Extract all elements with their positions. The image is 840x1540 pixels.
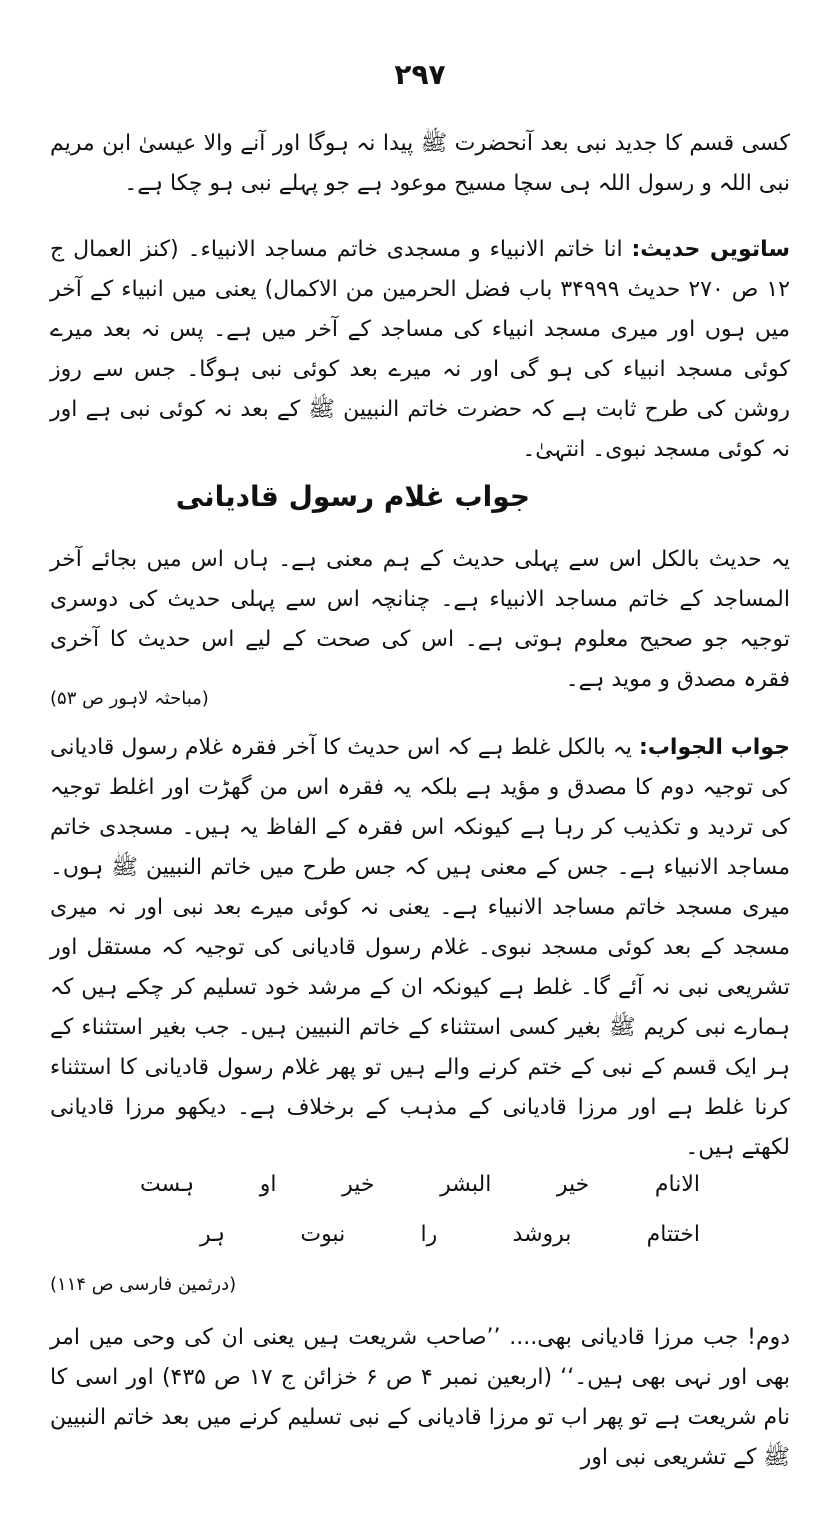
page-number: ۲۹۷ (394, 58, 446, 91)
hadith-paragraph (50, 230, 790, 470)
poem-word: را (420, 1222, 438, 1247)
reply-paragraph (50, 728, 790, 1168)
poem-word: الانام (654, 1172, 700, 1197)
poem-word: او (259, 1172, 277, 1197)
answer-paragraph: یہ حدیث بالکل اس سے پہلی حدیث کے ہم معنی ہے۔ ہاں اس میں بجائے آخر المساجد کے خاتم مساجد الانبیاء ہے۔ چنانچہ اس سے پہلی حدیث کی دوسری توجیہ جو صحیح معلوم ہوتی ہے۔ اس کی صحت کے لیے اس حدیث کا آخری فقرہ مصدق و موید ہے۔ (50, 547, 790, 692)
poem-word: بروشد (512, 1222, 572, 1247)
poem-word: ہست (140, 1172, 195, 1197)
hadith-heading: ساتویں حدیث: (631, 237, 791, 262)
second-paragraph: دوم! جب مرزا قادیانی بھی.... ’’صاحب شریعت ہیں یعنی ان کی وحی میں امر بھی اور نہی بھی ہیں۔‘‘ (اربعین نمبر ۴ ص ۶ خزائن ج ۱۷ ص ۴۳۵) اور اسی کا نام شریعت ہے تو پھر اب تو مرزا قادیانی کے نبی تسلیم کرنے میں بعد خاتم النبیین ﷺ کے تشریعی نبی اور (50, 1325, 790, 1470)
reply-text: یہ بالکل غلط ہے کہ اس حدیث کا آخر فقرہ غلام رسول قادیانی کی توجیہ دوم کا مصدق و مؤید ہے بلکہ یہ فقرہ اس من گھڑت اور اغلط توجیہ کی تردید و تکذیب کر رہا ہے کیونکہ اس فقرہ کے الفاظ یہ ہیں۔ مسجدی خاتم مساجد الانبیاء ہے۔ جس کے معنی ہیں کہ جس طرح میں خاتم النبیین ﷺ ہوں۔ میری مسجد خاتم مساجد الانبیاء ہے۔ یعنی نہ کوئی میرے بعد نبی اور نہ میری مسجد کے بعد کوئی مسجد نبوی۔ غلام رسول قادیانی کی توجیہ کہ مستقل اور تشریعی نبی نہ آئے گا۔ غلط ہے کیونکہ ان کے مرشد خود تسلیم کر چکے ہیں کہ ہمارے نبی کریم ﷺ بغیر کسی استثناء کے خاتم النبیین ہیں۔ جب بغیر استثناء کے ہر ایک قسم کے نبی کے ختم کرنے والے ہیں تو پھر غلام رسول قادیانی کا استثناء کرنا غلط ہے اور مرزا قادیانی کے مذہب کے برخلاف ہے۔ دیکھو مرزا قادیانی لکھتے ہیں۔ (50, 735, 790, 1160)
poem-word: نبوت (300, 1222, 346, 1247)
reply-heading: جواب الجواب: (639, 735, 790, 760)
intro-paragraph: کسی قسم کا جدید نبی بعد آنحضرت ﷺ پیدا نہ ہوگا اور آنے والا عیسیٰ ابن مریم نبی اللہ و رسول اللہ ہی سچا مسیح موعود ہے جو پہلے نبی ہو چکا ہے۔ (50, 131, 790, 196)
answer-heading: جواب غلام رسول قادیانی (175, 480, 530, 513)
poem-word: خیر (342, 1172, 375, 1197)
poem-word: ہر (200, 1222, 226, 1247)
answer-reference: (مباحثہ لاہور ص ۵۳) (50, 688, 209, 709)
poem-line-1 (140, 1172, 700, 1197)
poem-line-2 (200, 1222, 700, 1247)
poem-word: البشر (440, 1172, 492, 1197)
poem-word: خیر (556, 1172, 590, 1197)
poem-reference: (درثمین فارسی ص ۱۱۴) (50, 1274, 237, 1295)
hadith-text: انا خاتم الانبیاء و مسجدی خاتم مساجد الانبیاء۔ (کنز العمال ج ۱۲ ص ۲۷۰ حدیث ۳۴۹۹۹ باب فضل الحرمین من الاکمال) یعنی میں انبیاء کے آخر میں ہوں اور میری مسجد انبیاء کی مساجد کے آخر میں ہے۔ پس نہ بعد میرے کوئی مسجد انبیاء کی ہو گی اور نہ میرے بعد کوئی نبی ہوگا۔ جس سے روز روشن کی طرح ثابت ہے کہ حضرت خاتم النبیین ﷺ کے بعد نہ کوئی نبی ہے اور نہ کوئی مسجد نبوی۔ انتہیٰ۔ (50, 237, 790, 462)
poem-word: اختتام (646, 1222, 700, 1247)
